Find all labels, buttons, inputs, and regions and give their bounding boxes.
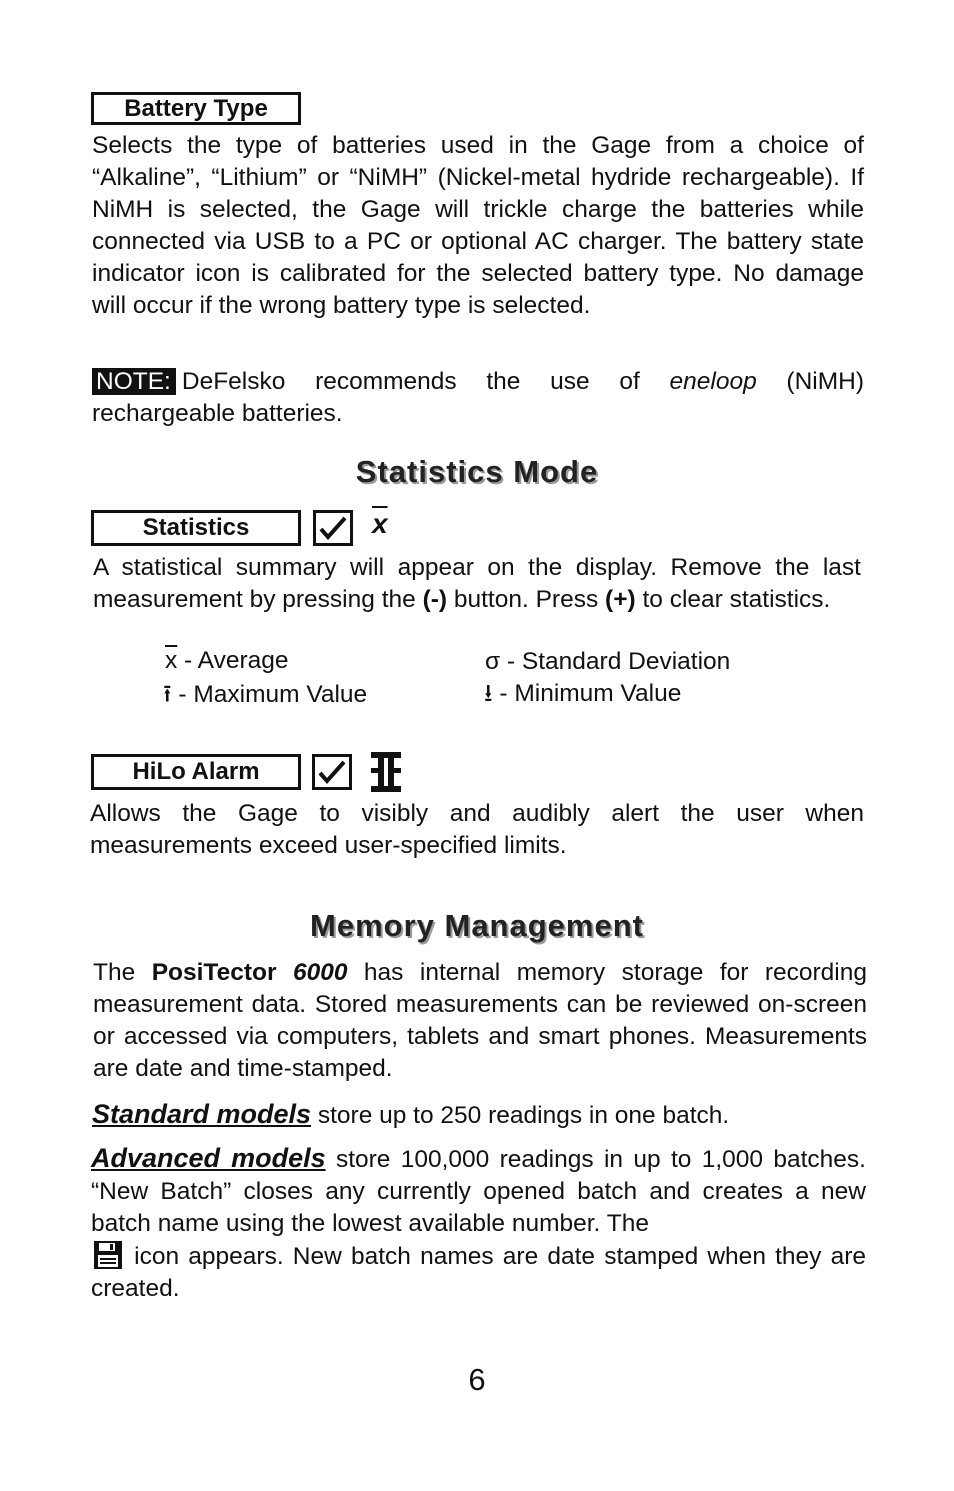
maximum-icon: ⭱ bbox=[163, 681, 172, 708]
minimum-icon: ⭳ bbox=[484, 680, 493, 707]
memory-management-heading: Memory Management bbox=[310, 908, 644, 943]
stat-maximum: ⭱ - Maximum Value bbox=[163, 681, 368, 708]
average-icon: $\overline{x}$ bbox=[165, 647, 178, 674]
memory-intro: The PosiTector 6000 has internal memory storage for recording measurement data. Stored measurements can be reviewed on-screen or accessed via computers, tablets and smart phones. Measurements are date and time-stamped. bbox=[93, 959, 868, 1082]
battery-type-menu-label: Battery Type bbox=[91, 92, 301, 125]
hilo-alarm-icon bbox=[369, 750, 403, 794]
note-badge: NOTE: bbox=[92, 368, 176, 395]
battery-type-description: Selects the type of batteries used in the Gage from a choice of “Alkaline”, “Lithium” or “NiMH” (Nickel-metal hydride rechargeable). If NiMH is selected, the Gage will trickle charge the batteries while connected via USB to a PC or optional AC charger. The battery state indicator icon is calibrated for the selected battery type. No damage will occur if the wrong battery type is selected. bbox=[92, 132, 864, 319]
hilo-alarm-menu-label: HiLo Alarm bbox=[91, 754, 301, 790]
checkbox-checked-icon bbox=[312, 754, 352, 790]
hilo-alarm-description: Allows the Gage to visibly and audibly alert the user when measurements exceed user-specified limits. bbox=[90, 800, 864, 859]
advanced-models-text: Advanced models store 100,000 readings in up to 1,000 batches. “New Batch” closes any currently opened batch and creates a new batch name using the lowest available number. The icon appears. New batch names are date stamped when they are created. bbox=[91, 1143, 866, 1302]
advanced-models-heading: Advanced models bbox=[91, 1143, 326, 1173]
statistics-menu-label: Statistics bbox=[91, 510, 301, 546]
page-number: 6 bbox=[468, 1362, 486, 1397]
batch-save-icon bbox=[91, 1240, 125, 1270]
stat-average: $\overline{x}$ - Average bbox=[165, 647, 289, 674]
standard-models-text: Standard models store up to 250 readings in one batch. bbox=[92, 1099, 730, 1129]
standard-models-heading: Standard models bbox=[92, 1099, 312, 1129]
sigma-icon: σ bbox=[485, 648, 501, 675]
statistics-description: A statistical summary will appear on the display. Remove the last measurement by pressing the (-) button. Press (+) to clear statistics. bbox=[93, 554, 861, 613]
battery-note: NOTE: DeFelsko recommends the use of eneloop (NiMH) rechargeable batteries. bbox=[92, 368, 864, 427]
statistics-mode-heading: Statistics Mode bbox=[355, 454, 599, 489]
stat-standard-deviation: σ - Standard Deviation bbox=[485, 648, 731, 675]
average-symbol-icon: $\overline{x}$ bbox=[372, 508, 388, 539]
checkbox-checked-icon bbox=[313, 510, 353, 546]
stat-minimum: ⭳ - Minimum Value bbox=[484, 680, 682, 707]
